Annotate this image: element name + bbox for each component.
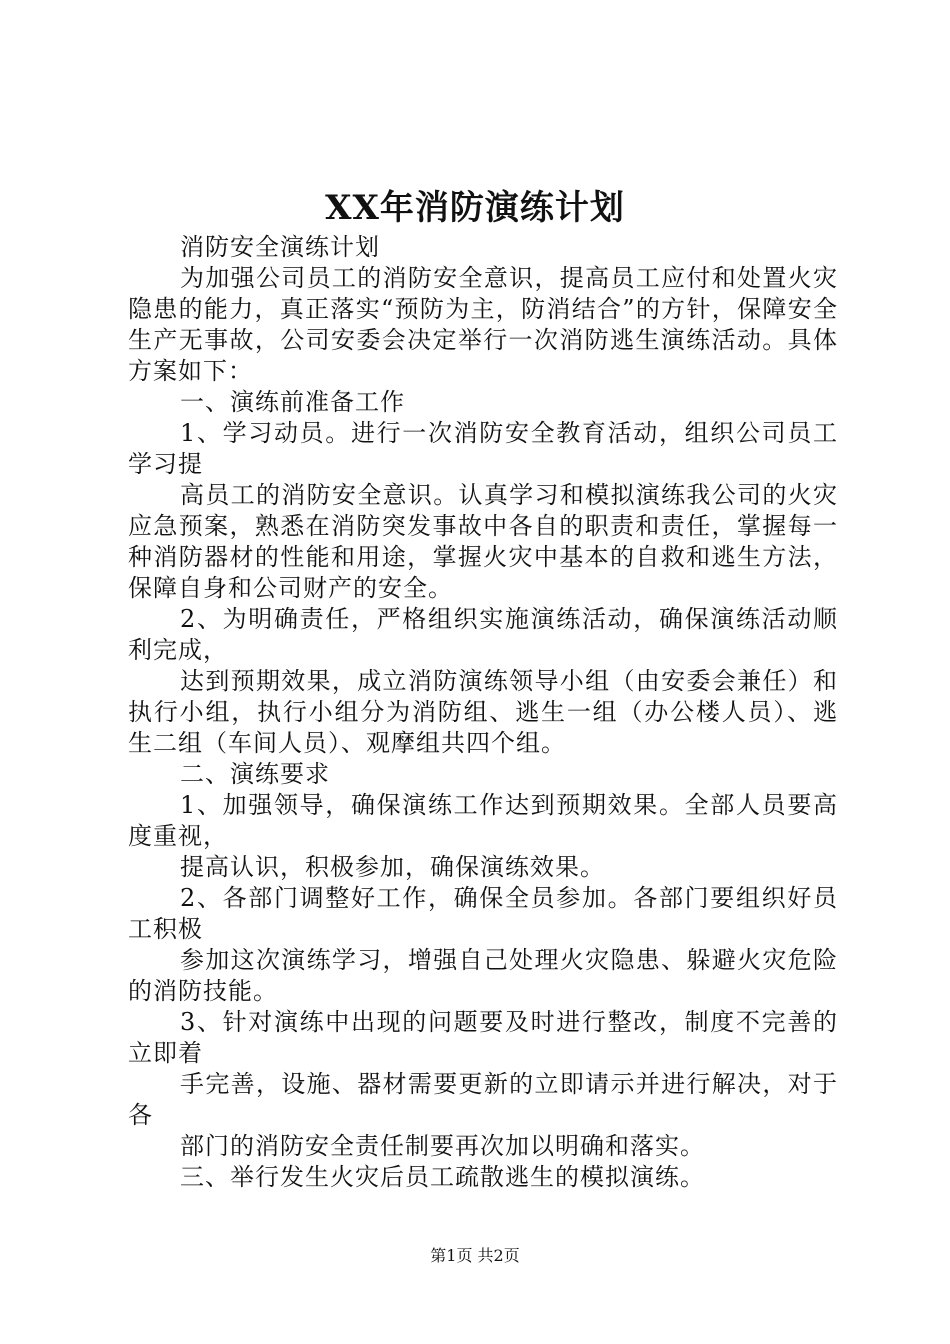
document-body (128, 232, 838, 1193)
section-heading-preparation: 一、演练前准备工作 (180, 388, 405, 416)
page-number: 第1页 共2页 (430, 1246, 520, 1265)
paragraph-item: 2、为明确责任，严格组织实施演练活动，确保演练活动顺利完成， (128, 605, 838, 664)
section-heading-requirements: 二、演练要求 (180, 760, 330, 788)
paragraph-item: 高员工的消防安全意识。认真学习和模拟演练我公司的火灾应急预案，熟悉在消防突发事故中各自的职责和责任，掌握每一种消防器材的性能和用途，掌握火灾中基本的自救和逃生方法，保障自身和公司财产的安全。 (128, 481, 838, 602)
paragraph-item: 部门的消防安全责任制要再次加以明确和落实。 (180, 1132, 705, 1160)
paragraph-item: 2、各部门调整好工作，确保全员参加。各部门要组织好员工积极 (128, 884, 838, 943)
paragraph-item: 提高认识，积极参加，确保演练效果。 (180, 853, 605, 881)
document-title: XX年消防演练计划 (325, 188, 625, 228)
paragraph-item: 1、加强领导，确保演练工作达到预期效果。全部人员要高度重视， (128, 791, 838, 850)
paragraph-item: 手完善，设施、器材需要更新的立即请示并进行解决，对于各 (128, 1070, 838, 1129)
paragraph-item: 3、针对演练中出现的问题要及时进行整改，制度不完善的立即着 (128, 1008, 838, 1067)
section-heading-drill: 三、举行发生火灾后员工疏散逃生的模拟演练。 (180, 1163, 705, 1191)
paragraph-item: 参加这次演练学习，增强自己处理火灾隐患、躲避火灾危险的消防技能。 (128, 946, 838, 1005)
paragraph-item: 1、学习动员。进行一次消防安全教育活动，组织公司员工学习提 (128, 419, 838, 478)
paragraph-intro: 为加强公司员工的消防安全意识，提高员工应付和处置火灾隐患的能力，真正落实“预防为主，防消结合”的方针，保障安全生产无事故，公司安委会决定举行一次消防逃生演练活动。具体方案如下： (128, 264, 838, 385)
paragraph-item: 达到预期效果，成立消防演练领导小组（由安委会兼任）和执行小组，执行小组分为消防组、逃生一组（办公楼人员）、逃生二组（车间人员）、观摩组共四个组。 (128, 667, 838, 757)
paragraph-subtitle: 消防安全演练计划 (180, 233, 380, 261)
